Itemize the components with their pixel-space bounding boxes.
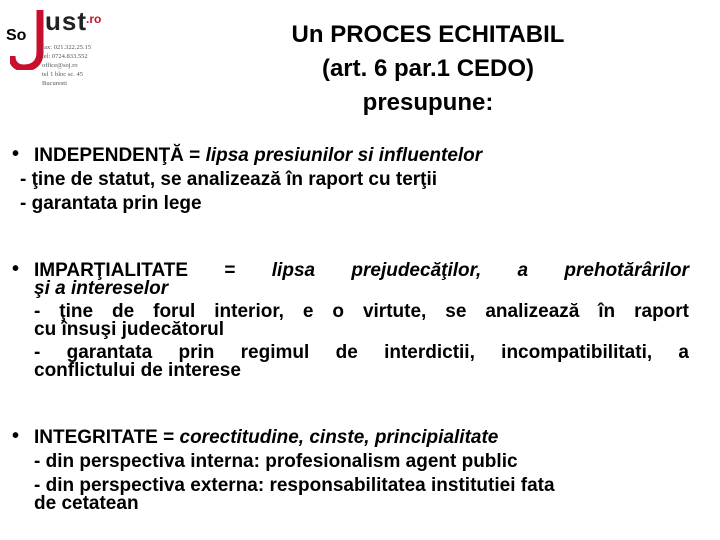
section-independenta [12,143,702,223]
contact-line: tel 1 bloc sc. 45 [42,71,83,78]
section-line: conflictului de interese [34,360,241,381]
section-heading [34,145,482,167]
section-heading [34,427,498,449]
sojust-logo [0,0,130,105]
section-integritate [12,425,702,525]
heading-definition: corectitudine, cinste, principialitate [179,427,499,448]
title-line-1: Un PROCES ECHITABIL [291,21,565,48]
contact-line: tel: 0724.833.552 [42,53,88,60]
logo-ro-text: .ro [86,12,102,26]
heading-definition: lipsa prejudecăţilor, a prehotărârilor [271,260,689,281]
section-impartialitate [12,258,702,383]
contact-line: Bucuresti [42,80,67,87]
heading-definition-cont: şi a intereselor [34,278,169,299]
section-line: - ţine de statut, se analizează în raport cu terţii [20,169,438,190]
section-line: - garantata prin regimul de interdictii, incompatibilitati, a [34,342,689,363]
logo-ust-text: ust [45,6,87,36]
slide-title [200,18,656,120]
section-line: de cetatean [34,493,139,514]
logo-so-text: So [6,27,27,44]
section-line: - garantata prin lege [20,193,202,214]
logo-contact-block [42,43,127,88]
heading-definition: lipsa presiunilor si influentelor [205,145,483,166]
heading-term: IMPARŢIALITATE = [34,260,272,281]
contact-line: fax: 021.322.25.15 [42,44,92,51]
bullet-icon: • [12,143,20,165]
section-line: - din perspectiva externa: responsabilitatea institutiei fata [34,475,555,496]
bullet-icon: • [12,425,20,447]
title-line-2: (art. 6 par.1 CEDO) [321,55,535,82]
section-line: - din perspectiva interna: profesionalism agent public [34,451,518,472]
contact-line: office@soj.ro [42,62,78,69]
section-line: cu însuşi judecătorul [34,319,225,340]
bullet-icon: • [12,258,20,280]
heading-term: INDEPENDENŢĂ = [34,145,206,166]
heading-term: INTEGRITATE = [34,427,180,448]
section-line: - ţine de forul interior, e o virtute, se analizează în raport [34,301,689,322]
title-line-3: presupune: [362,89,494,116]
